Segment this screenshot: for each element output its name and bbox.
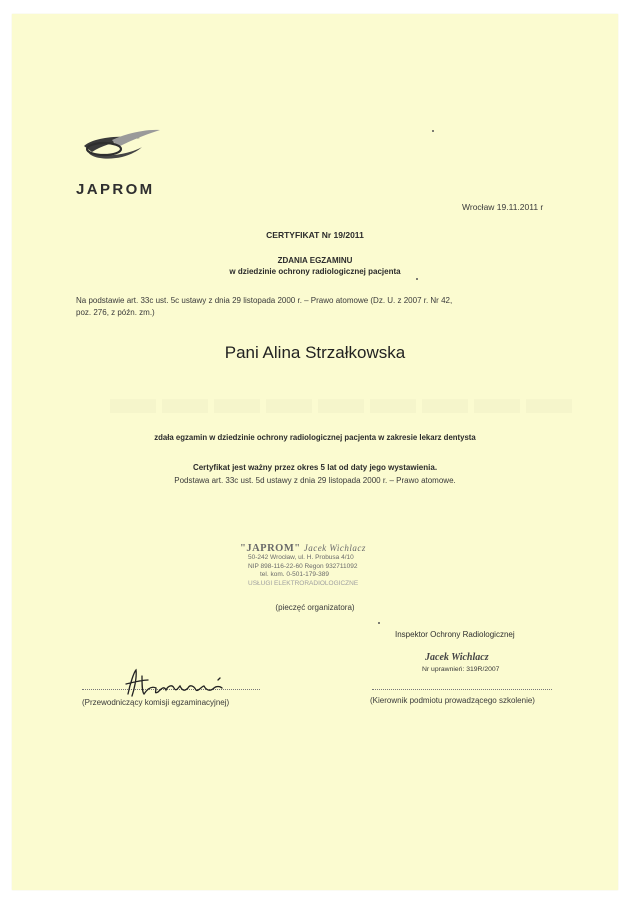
stamp-label: (pieczęć organizatora) (275, 603, 355, 612)
issue-date: Wrocław 19.11.2011 r (462, 202, 544, 212)
stamp-address: 50-242 Wrocław, ul. H. Probusa 4/10 (248, 554, 354, 561)
organizer-stamp (240, 543, 420, 588)
recipient-name: Pani Alina Strzałkowska (224, 343, 406, 362)
stamp-name-line (240, 543, 420, 554)
stamp-company: "JAPROM" (240, 543, 301, 554)
stamp-phone: tel. kom. 0-501-179-389 (260, 571, 330, 579)
inspector-name: Jacek Wichlacz (425, 652, 489, 663)
validity-text: Certyfikat jest ważny przez okres 5 lat od daty jego wystawienia. (192, 463, 438, 472)
signature-label-left: (Przewodniczący komisji egzaminacyjnej) (82, 698, 230, 707)
exam-result-text: zdała egzamin w dziedzinie ochrony radiologicznej pacjenta w zakresie lekarz dentysta (154, 433, 476, 442)
logo-text: JAPROM (76, 181, 155, 198)
stamp-ids: NIP 898-116-22-60 Regon 932711092 (248, 562, 358, 570)
inspector-title: Inspektor Ochrony Radiologicznej (395, 630, 515, 639)
certificate-title: CERTYFIKAT Nr 19/2011 (266, 230, 364, 240)
certificate-subtitle-line2: w dziedzinie ochrony radiologicznej pacjenta (229, 267, 401, 276)
legal-basis-line2: poz. 276, z późn. zm.) (76, 308, 155, 317)
japrom-logo-icon (82, 127, 162, 169)
stamp-owner: Jacek Wichlacz (303, 543, 366, 553)
inspector-license: Nr uprawnień: 319R/2007 (422, 666, 500, 673)
legal-basis-line1: Na podstawie art. 33c ust. 5c ustawy z dnia 29 listopada 2000 r. – Prawo atomowe (Dz. U. z 2007 r. Nr 42, (76, 296, 453, 305)
signature-label-right: (Kierownik podmiotu prowadzącego szkolenie) (370, 696, 535, 705)
scan-speck (416, 278, 418, 280)
validity-basis-text: Podstawa art. 33c ust. 5d ustawy z dnia 29 listopada 2000 r. – Prawo atomowe. (174, 476, 456, 485)
scan-speck (432, 130, 434, 132)
stamp-services: USŁUGI ELEKTRORADIOLOGICZNE (248, 579, 359, 587)
scan-speck (378, 622, 380, 624)
certificate-subtitle-line1: ZDANIA EGZAMINU (277, 256, 353, 265)
handwritten-signature-icon (120, 664, 240, 700)
watermark-ghost: ▬▬▬▬▬▬▬▬▬ (110, 371, 578, 423)
signature-line-right (372, 689, 552, 690)
